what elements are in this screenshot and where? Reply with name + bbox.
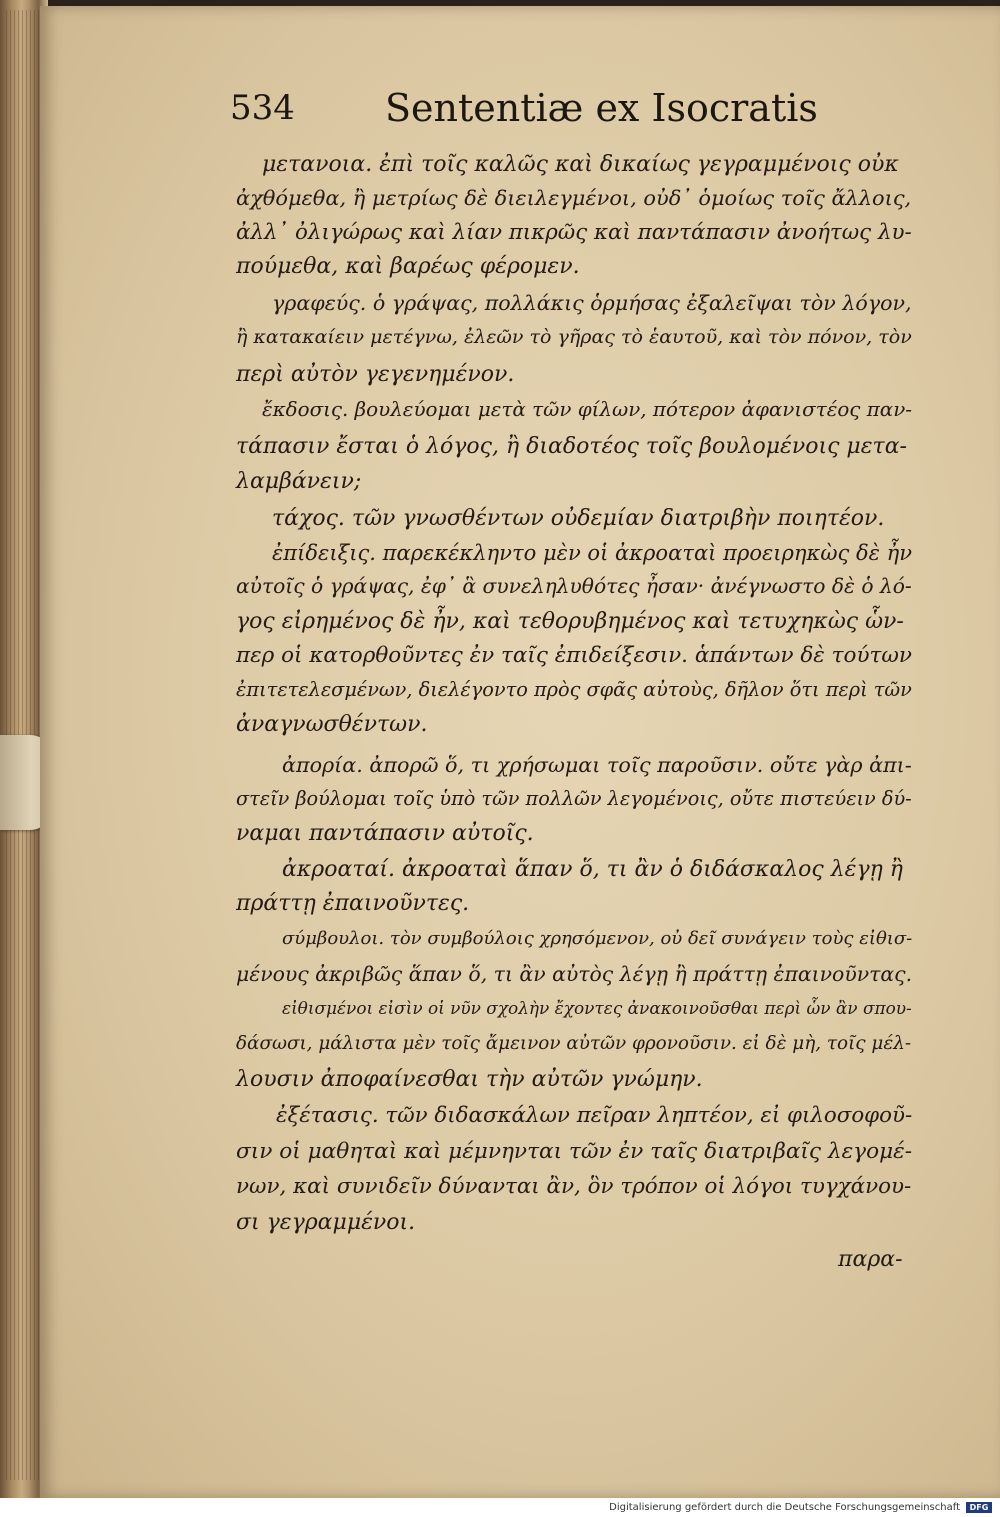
text-line: αὐτοῖς ὁ γράψας, ἐφ᾽ ἃ συνεληλυθότες ἦσαν· ἀνέγνωστο δὲ ὁ λό- [236, 574, 912, 598]
text-line: πούμεθα, καὶ βαρέως φέρομεν. [236, 254, 580, 279]
page-number: 534 [230, 88, 295, 128]
text-line: στεῖν βούλομαι τοῖς ὑπὸ τῶν πολλῶν λεγομένοις, οὔτε πιστεύειν δύ- [236, 787, 912, 810]
text-line: λαμβάνειν; [236, 469, 362, 494]
text-line: ἐπίδειξις. παρεκέκληντο μὲν οἱ ἀκροαταὶ προειρηκὼς δὲ ἦν [272, 540, 913, 565]
text-line: ἀκροαταί. ἀκροαταὶ ἅπαν ὅ, τι ἂν ὁ διδάσκαλος λέγῃ ἢ [282, 857, 903, 882]
text-line: νων, καὶ συνιδεῖν δύνανται ἂν, ὃν τρόπον οἱ λόγοι τυγχάνου- [236, 1174, 912, 1199]
text-line: σιν οἱ μαθηταὶ καὶ μέμνηνται τῶν ἐν ταῖς διατριβαῖς λεγομέ- [236, 1139, 913, 1164]
text-line: ναμαι παντάπασιν αὐτοῖς. [236, 821, 534, 846]
running-title: Sententiæ ex Isocratis [385, 86, 818, 130]
text-line: γραφεύς. ὁ γράψας, πολλάκις ὁρμήσας ἐξαλεῖψαι τὸν λόγον, [272, 291, 912, 315]
text-line: ἐπιτετελεσμένων, διελέγοντο πρὸς σφᾶς αὐτοὺς, δῆλον ὅτι περὶ τῶν [236, 678, 912, 701]
text-line: μετανοια. ἐπὶ τοῖς καλῶς καὶ δικαίως γεγραμμένοις οὐκ [262, 152, 899, 177]
text-line: δάσωσι, μάλιστα μὲν τοῖς ἄμεινον αὐτῶν φρονοῦσιν. εἰ δὲ μὴ, τοῖς μέλ- [236, 1033, 912, 1054]
text-line: τάπασιν ἔσται ὁ λόγος, ἢ διαδοτέος τοῖς βουλομένοις μετα- [236, 434, 907, 459]
footer-credit: Digitalisierung gefördert durch die Deutsche Forschungsgemeinschaft [609, 1502, 960, 1513]
text-line: περὶ αὐτὸν γεγενημένον. [236, 362, 515, 387]
text-line: γος εἰρημένος δὲ ἦν, καὶ τεθορυβημένος καὶ τετυχηκὼς ὧν- [236, 609, 904, 634]
text-line: μένους ἀκριβῶς ἅπαν ὅ, τι ἂν αὐτὸς λέγῃ ἢ πράττῃ ἐπαινοῦντας. [236, 962, 913, 986]
text-line: εἰθισμένοι εἰσὶν οἱ νῦν σχολὴν ἔχοντες ἀνακοινοῦσθαι περὶ ὧν ἂν σπου- [282, 998, 912, 1018]
text-line: ἀλλ᾽ ὀλιγώρως καὶ λίαν πικρῶς καὶ παντάπασιν ἀνοήτως λυ- [236, 220, 912, 245]
text-line: λουσιν ἀποφαίνεσθαι τὴν αὐτῶν γνώμην. [236, 1067, 703, 1092]
text-line: σι γεγραμμένοι. [236, 1210, 416, 1235]
catchword: παρα- [838, 1247, 903, 1272]
text-line: ἔκδοσις. βουλεύομαι μετὰ τῶν φίλων, πότερον ἀφανιστέος παν- [262, 398, 912, 421]
text-line: περ οἱ κατορθοῦντες ἐν ταῖς ἐπιδείξεσιν. ἁπάντων δὲ τούτων [236, 643, 912, 668]
dfg-logo-icon: DFG [966, 1502, 992, 1513]
text-line: ἐξέτασις. τῶν διδασκάλων πεῖραν ληπτέον, εἰ φιλοσοφοῦ- [276, 1103, 913, 1128]
text-line: ἀχθόμεθα, ἢ μετρίως δὲ διειλεγμένοι, οὐδ᾽ ὁμοίως τοῖς ἄλλοις, [236, 186, 912, 210]
text-line: σύμβουλοι. τὸν συμβούλοις χρησόμενον, οὐ δεῖ συνάγειν τοὺς εἰθισ- [282, 928, 913, 949]
text-line: τάχος. τῶν γνωσθέντων οὐδεμίαν διατριβὴν ποιητέον. [272, 506, 885, 531]
text-line: ἀπορία. ἀπορῶ ὅ, τι χρήσωμαι τοῖς παροῦσιν. οὔτε γὰρ ἀπι- [282, 753, 912, 777]
text-line: ἢ κατακαίειν μετέγνω, ἐλεῶν τὸ γῆρας τὸ ἑαυτοῦ, καὶ τὸν πόνον, τὸν [236, 326, 912, 348]
text-line: ἀναγνωσθέντων. [236, 712, 428, 737]
text-line: πράττῃ ἐπαινοῦντες. [236, 891, 470, 916]
